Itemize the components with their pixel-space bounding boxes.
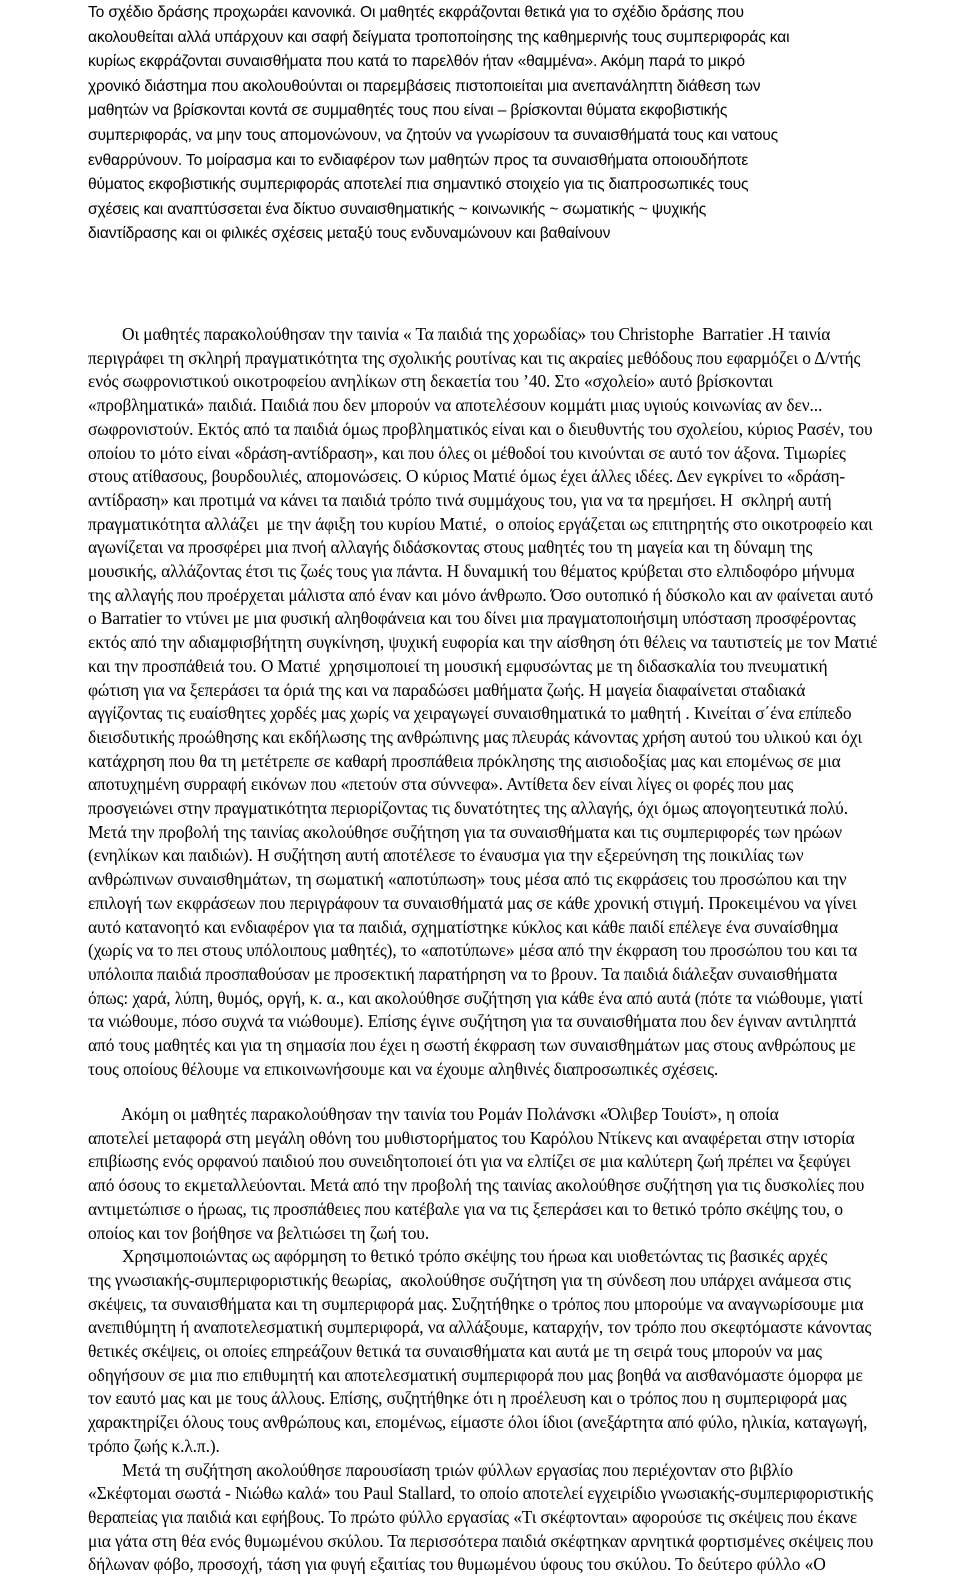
text-line: της αλλαγής που προέρχεται μάλιστα από έναν και μόνο άνθρωπο. Όσο ουτοπικό ή δύσκολο και αν φαίνεται αυτό [88,584,874,605]
text-line: διεισδυτικής προώθησης και εκδήλωσης της ανθρώπινης μας πλευράς κάνοντας χρήση αυτού του υλικού και όχι [88,726,862,747]
text-line: ο Barratier το ντύνει με μια φυσική αληθοφάνεια και του δίνει μια πραγματοποιήσιμη υπόσταση προσφέροντας [88,608,856,629]
text-line: από όσους το εκμεταλλεύονται. Μετά από την προβολή της ταινίας ακολούθησε συζήτηση για τις δυσκολίες που [88,1175,865,1196]
text-line: αποτελεί μεταφορά στη μεγάλη οθόνη του μυθιστορήματος του Καρόλου Ντίκενς και αναφέρεται στην ιστορία [88,1127,855,1148]
text-line: φώτιση για να ξεπεράσει τα όριά της και να παραδώσει μαθήματα ζωής. Η μαγεία διαφαίνεται σταδιακά [88,679,806,700]
text-line: θετικές σκέψεις, οι οποίες επηρεάζουν θετικά τα συναισθήματα και αυτά με τη σειρά τους μπορούν να μας [88,1341,822,1362]
text-line: (χωρίς να το πει στους υπόλοιπους μαθητές), το «αποτύπωνε» μέσα από την έκφραση του προσώπου του και τα [88,940,858,961]
text-line: πραγματικότητα αλλάζει με την άφιξη του κυρίου Ματιέ, ο οποίος εργάζεται ως επιτηρητής στο οικοτροφείο και [88,513,873,534]
text-line: όπως: χαρά, λύπη, θυμός, οργή, κ. α., και ακολούθησε συζήτηση για κάθε ένα από αυτά (πότε τα νιώθουμε, γιατί [88,987,863,1008]
paragraph-oliver-twist [88,1103,946,1577]
text-line: κατάχρηση που θα τη μετέτρεπε σε καθαρή προσπάθεια πρόκλησης της αισιοδοξίας μας και επομένως σε μια [88,750,841,771]
text-line: κυρίως εκφράζονται συναισθήματα που κατά το παρελθόν ήταν «θαμμένα». Ακόμη παρά το μικρό [88,53,745,71]
text-line: ανεπιθύμητη ή αναποτελεσματική συμπεριφορά, να αλλάξουμε, καταρχήν, τον τρόπο που σκεφτόμαστε κάνοντας [88,1317,872,1338]
text-line: εκτός από την αδιαμφισβήτητη συγκίνηση, ψυχική ευφορία και την αίσθηση ότι θέλεις να ταυτιστείς με τον Ματιέ [88,632,878,653]
text-line: Οι μαθητές παρακολούθησαν την ταινία « Τα παιδιά της χορωδίας» του Christophe Barratier .Η ταινία [88,324,831,344]
text-line: αγωνίζεται να προσφέρει μια πνοή αλλαγής διδάσκοντας στους μαθητές του τη μαγεία και τη δύναμη της [88,537,813,558]
text-line: Το σχέδιο δράσης προχωράει κανονικά. Οι μαθητές εκφράζονται θετικά για το σχέδιο δράσης που [88,4,744,21]
text-line: σκέψεις, τα συναισθήματα και τη συμπεριφορά μας. Συζητήθηκε ο τρόπος που μπορούμε να αναγνωρίσουμε μια [88,1293,864,1314]
text-line: θεραπείας για παιδιά και εφήβους. Το πρώτο φύλλο εργασίας «Τι σκέφτονται» αφορούσε τις σκέψεις που έκανε [88,1506,858,1527]
text-line: διαντίδρασης και οι φιλικές σχέσεις μεταξύ τους ενδυναμώνουν και βαθαίνουν [88,225,611,243]
text-line: δήλωναν φόβο, προσοχή, τάση για φυγή εξαιτίας του θυμωμένου ύφους του σκύλου. Το δεύτερο φύλλο «Ο [88,1554,826,1575]
text-line: σωφρονιστούν. Εκτός από τα παιδιά όμως προβληματικός είναι και ο διευθυντής του σχολείου, κύριος Ρασέν, του [88,418,873,439]
text-line: ακολουθείται αλλά υπάρχουν και σαφή δείγματα τροποποίησης της καθημερινής τους συμπεριφοράς και [88,28,790,46]
text-line: τους οποίους θέλουμε να επικοινωνήσουμε και να έχουμε αληθινές διαπροσωπικές σχέσεις. [88,1058,719,1079]
text-line: οδηγήσουν σε μια πιο επιθυμητή και αποτελεσματική συμπεριφορά που μας βοηθά να αισθανόμαστε όμορφα με [88,1364,863,1385]
text-line: περιγράφει τη σκληρή πραγματικότητα της σχολικής ρουτίνας και τις ακραίες μεθόδους που εφαρμόζει ο Δ/ντής [88,347,861,368]
text-line: υπόλοιπα παιδιά προσπαθούσαν με προσεκτική παρατήρηση να το βρουν. Τα παιδιά διάλεξαν συναισθήματα [88,963,838,984]
text-line: αγγίζοντας τις ευαίσθητες χορδές μας χωρίς να χειραγωγεί συναισθηματικά το μαθητή . Κινείται σ΄ένα επίπεδο [88,703,852,724]
text-line: συμπεριφοράς, να μην τους απομονώνουν, να ζητούν να γνωρίσουν τα συναισθήματά τους και νατους [88,126,779,144]
text-line: (ενηλίκων και παιδιών). Η συζήτηση αυτή αποτέλεσε το έναυσμα για την εξερεύνηση της ποικιλίας των [88,845,804,866]
text-line: τρόπο ζωής κ.λ.π.). [88,1435,220,1456]
text-line: σχέσεις και αναπτύσσεται ένα δίκτυο συναισθηματικής ~ κοινωνικής ~ σωματικής ~ ψυχικής [88,200,707,218]
paragraph-choir-film [88,323,946,1082]
text-line: μουσικής, αλλάζοντας έτσι τις ζωές τους για πάντα. Η δυναμική του θέματος κρύβεται στο ελπιδοφόρο μήνυμα [88,561,855,582]
text-line: ανθρώπινων συναισθημάτων, τη σωματική «αποτύπωση» τους μέσα από τις εκφράσεις του προσώπου και την [88,869,847,890]
text-line: επιλογή των εκφράσεων που περιγράφουν τα συναισθήματά μας σε κάθε χρονική στιγμή. Προκειμένου να γίνει [88,892,857,913]
text-line: της γνωσιακής-συμπεριφοριστικής θεωρίας, ακολούθησε συζήτηση για τη σύνδεση που υπάρχει ανάμεσα στις [88,1269,851,1290]
text-line: Μετά την προβολή της ταινίας ακολούθησε συζήτηση για τα συναισθήματα και τις συμπεριφορές των ηρώων [88,821,842,842]
text-line: οποίος και τον βοήθησε να βελτιώσει τη ζωή του. [88,1222,430,1243]
text-line: και την προσπάθειά του. Ο Ματιέ χρησιμοποιεί τη μουσική εμφυσώντας με τη διδασκαλία του πνευματική [88,655,828,676]
text-line: τον εαυτό μας και με τους άλλους. Επίσης, συζητήθηκε ότι η προέλευση και ο τρόπος που η συμπεριφορά μας [88,1388,847,1409]
text-line: τα νιώθουμε, πόσο συχνά τα νιώθουμε). Επίσης έγινε συζήτηση για τα συναισθήματα που δεν έγιναν αντιληπτά [88,1011,857,1032]
text-line: μαθητών να βρίσκονται κοντά σε συμμαθητές τους που είναι – βρίσκονται θύματα εκφοβιστικής [88,102,728,120]
text-line: Ακόμη οι μαθητές παρακολούθησαν την ταινία του Ρομάν Πολάνσκι «Όλιβερ Τουίστ», η οποία [88,1104,779,1124]
text-line: από τους μαθητές και για τη σημασία που έχει η σωστή έκφραση των συναισθημάτων μας στους ανθρώπους με [88,1035,856,1056]
text-line: αντίδραση» και προτιμά να κάνει τα παιδιά τρόπο τινά συμμάχους του, για να τα ηρεμήσει. Η σκληρή αυτή [88,489,832,510]
text-line: στους ατίθασους, βουρδουλιές, απομονώσεις. Ο κύριος Ματιέ όμως έχει άλλες ιδέες. Δεν εγκρίνει το «δράση- [88,466,846,487]
text-line: αποτυχημένη συρραφή εικόνων που «πετούν στα σύννεφα». Αντίθετα δεν είναι λίγες οι φορές που μας [88,774,794,795]
text-line: «Σκέφτομαι σωστά - Νιώθω καλά» του Paul Stallard, το οποίο αποτελεί εγχειρίδιο γνωσιακής-συμπεριφοριστικής [88,1483,873,1504]
text-line: επιβίωσης ενός ορφανού παιδιού που συνειδητοποιεί ότι για να ελπίζει σε μια καλύτερη ζωή πρέπει να ξεφύγει [88,1151,851,1172]
text-line: Μετά τη συζήτηση ακολούθησε παρουσίαση τριών φύλλων εργασίας που περιέχονταν στο βιβλίο [88,1459,793,1480]
text-line: αυτό κατανοητό και ενδιαφέρον για τα παιδιά, σχηματίστηκε κύκλος και κάθε παιδί επέλεγε ένα συναίσθημα [88,916,838,937]
text-line: ενός σωφρονιστικού οικοτροφείου ανηλίκων στη δεκαετία του ’40. Στο «σχολείο» αυτό βρίσκονται [88,371,773,392]
paragraph-action-plan [88,1,946,247]
text-line: αντιμετώπισε ο ήρωας, τις προσπάθειες που κατέβαλε για να τις ξεπεράσει και το θετικό τρόπο σκέψης του, ο [88,1198,844,1219]
text-line: χρονικό διάστημα που ακολουθούνται οι παρεμβάσεις πιστοποιείται μια ανεπανάληπτη διάθεση των [88,77,761,95]
text-line: ενθαρρύνουν. Το μοίρασμα και το ενδιαφέρον των μαθητών προς τα συναισθήματα οποιουδήποτε [88,151,749,169]
text-line: προσγειώνει στην πραγματικότητα περιορίζοντας τις δυνατότητες της αλλαγής, όχι όμως απογοητευτικά πολύ. [88,798,848,819]
text-line: «προβληματικά» παιδιά. Παιδιά που δεν μπορούν να αποτελέσουν κομμάτι μιας υγιούς κοινωνίας αν δεν... [88,395,823,416]
text-line: θύματος εκφοβιστικής συμπεριφοράς αποτελεί πια σημαντικό στοιχείο για τις διαπροσωπικές τους [88,176,749,194]
text-line: μια γάτα στη θέα ενός θυμωμένου σκύλου. Τα περισσότερα παιδιά σκέφτηκαν αρνητικά φορτισμένες σκέψεις που [88,1530,874,1551]
text-line: χαρακτηρίζει όλους τους ανθρώπους και, επομένως, είμαστε όλοι ίδιοι (ανεξάρτητα από φύλο, ηλικία, καταγωγή, [88,1412,868,1433]
text-line: Χρησιμοποιώντας ως αφόρμηση το θετικό τρόπο σκέψης του ήρωα και υιοθετώντας τις βασικές αρχές [88,1246,828,1267]
text-line: οποίου το μότο είναι «δράση-αντίδραση», και που όλες οι μέθοδοί του κινούνται σε αυτό τον άξονα. Τιμωρίες [88,442,846,463]
